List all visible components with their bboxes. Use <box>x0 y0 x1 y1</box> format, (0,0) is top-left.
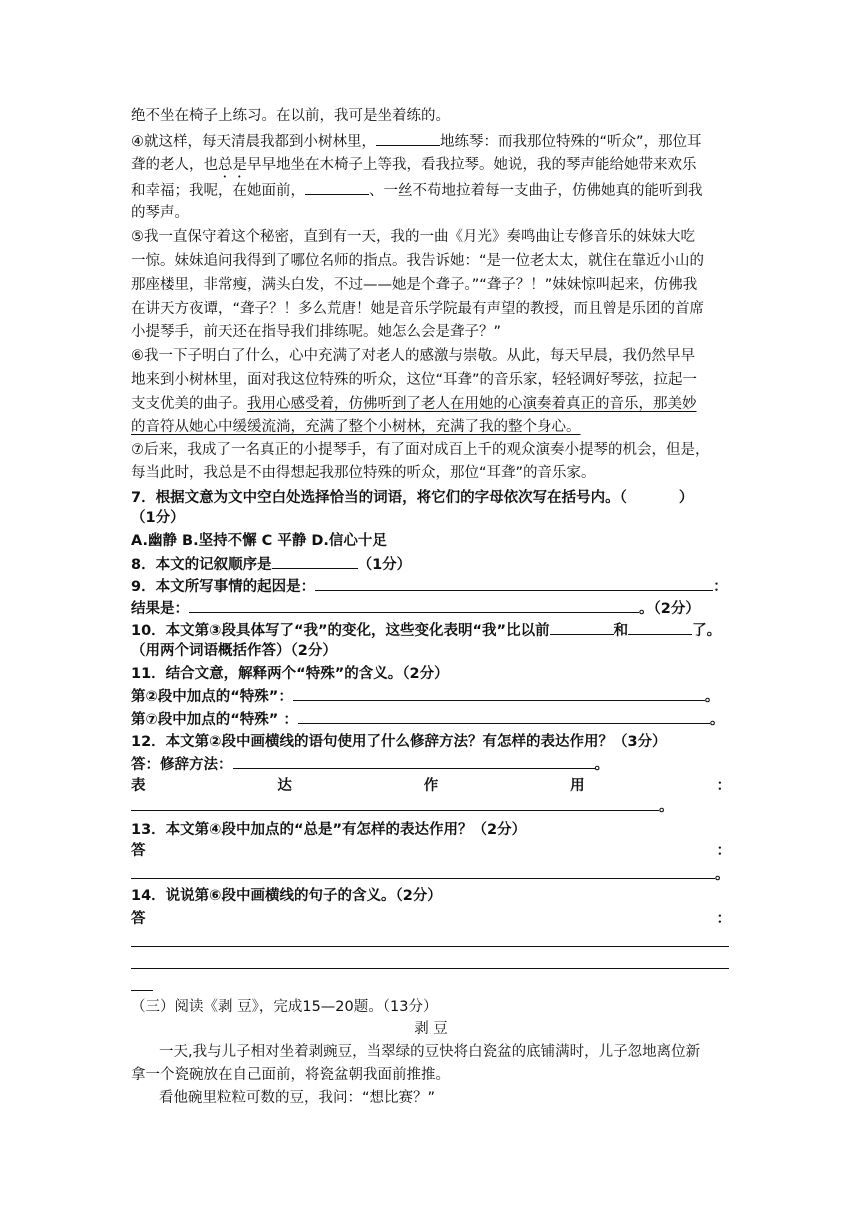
question-10-note: （用两个词语概括作答）（2分） <box>131 643 337 659</box>
fill-blank[interactable] <box>305 180 369 195</box>
section-heading: （三）阅读《剥 豆》，完成15—20题。（13分） <box>131 999 438 1015</box>
text-line: 在讲天方夜谭，“聋子？！多么荒唐！她是音乐学院最有声望的教授，而且曾是乐团的首席 <box>131 301 705 317</box>
answer-blank[interactable] <box>298 709 710 724</box>
answer-blank[interactable] <box>315 576 713 591</box>
question-12: 12．本文第②段中画横线的语句使用了什么修辞方法？有怎样的表达作用？（3分） <box>131 734 667 750</box>
text-line: ⑤我一直保守着这个秘密，直到有一天，我的一曲《月光》奏鸣曲让专修音乐的妹妹大吃 <box>131 229 695 245</box>
text-line: 支支优美的曲子。我用心感受着，仿佛听到了老人在用她的心演奏着真正的音乐，那美妙 <box>131 396 697 412</box>
question-11: 11．结合文意，解释两个“特殊”的含义。（2分） <box>131 666 449 682</box>
underlined-sentence: 的音符从她心中缓缓流淌，充满了整个小树林，充满了我的整个身心。 <box>131 419 581 435</box>
text-line: 看他碗里粒粒可数的豆，我问：“想比赛？” <box>159 1090 436 1106</box>
question-13-answer: 答 ： <box>131 843 731 859</box>
question-8: 8．本文的记叙顺序是 （1分） <box>131 554 731 576</box>
text-line: 地来到小树林里，面对我这位特殊的听众，这位“耳聋”的音乐家，轻轻调好琴弦，拉起一 <box>131 372 698 388</box>
text-line: 绝不坐在椅子上练习。在以前，我可是坐着练的。 <box>131 108 450 124</box>
answer-blank[interactable] <box>293 686 705 701</box>
text-line <box>131 417 731 438</box>
text-line: 小提琴手，前天还在指导我们排练呢。她怎么会是聋子？” <box>131 324 502 340</box>
question-9-result: 结果是： 。（2分） <box>131 598 731 620</box>
question-14: 14．说说第⑥段中画横线的句子的含义。（2分） <box>131 888 442 904</box>
question-11-b: 第⑦段中加点的“特殊” ： 。 <box>131 709 731 731</box>
question-11-a: 第②段中加点的“特殊”： 。 <box>131 686 731 708</box>
text-line: ⑥我一下子明白了什么，心中充满了对老人的感激与崇敬。从此，每天早晨，我仍然早早 <box>131 348 695 364</box>
question-7-options: A.幽静 B.坚持不懈 C 平静 D.信心十足 <box>131 533 387 549</box>
text-line: 的琴声。 <box>131 205 189 221</box>
question-12-expression-line: 。 <box>131 796 731 818</box>
text-line: 和幸福；我呢，在她面前， 、一丝不苟地拉着每一支曲子，仿佛她真的能听到我 <box>131 180 731 202</box>
text-line: 一天,我与儿子相对坐着剥豌豆，当翠绿的豆快将白瓷盆的底铺满时，儿子忽地离位新 <box>159 1044 701 1060</box>
answer-blank[interactable] <box>131 796 659 811</box>
answer-blank[interactable] <box>131 864 715 879</box>
text-line: 一惊。妹妹追问我得到了哪位名师的指点。我告诉她：“是一位老太太，就住在靠近小山的 <box>131 253 705 269</box>
answer-blank[interactable] <box>189 598 639 613</box>
answer-line[interactable] <box>131 946 729 947</box>
article-title: 剥 豆 <box>414 1021 448 1037</box>
question-13-line: 。 <box>131 864 731 886</box>
text-line: 聋的老人，也总是早早地坐在木椅子上等我，看我拉琴。她说，我的琴声能给她带来欢乐 <box>131 157 697 173</box>
answer-blank[interactable] <box>628 620 692 635</box>
question-12-expression: 表 达 作 用 ： <box>131 778 731 794</box>
question-7-score: （1分） <box>131 510 185 526</box>
text-line: ⑦后来，我成了一名真正的小提琴手，有了面对成百上千的观众演奏小提琴的机会，但是， <box>131 442 710 458</box>
dotted-word: 总是 <box>218 157 247 173</box>
text-line: ④就这样，每天清晨我都到小树林里， 地练琴：而我那位特殊的“听众”，那位耳 <box>131 131 731 153</box>
answer-line[interactable] <box>131 968 729 969</box>
text-line: 那座楼里，非常瘦，满头白发，不过——她是个聋子。”“聋子？！”妹妹惊叫起来，仿佛我 <box>131 277 698 293</box>
question-7: 7．根据文意为文中空白处选择恰当的词语，将它们的字母依次写在括号内。（ ） <box>131 490 694 506</box>
text-line: 每当此时，我总是不由得想起我那位特殊的听众，那位“耳聋”的音乐家。 <box>131 465 596 481</box>
fill-blank[interactable] <box>376 131 440 146</box>
text-line: 拿一个瓷碗放在自己面前，将瓷盆朝我面前推推。 <box>131 1067 450 1083</box>
underlined-sentence: 我用心感受着，仿佛听到了老人在用她的心演奏着真正的音乐，那美妙 <box>247 396 697 412</box>
answer-blank[interactable] <box>233 754 595 769</box>
answer-blank[interactable] <box>550 620 614 635</box>
question-12-answer: 答：修辞方法： 。 <box>131 754 731 776</box>
answer-line[interactable] <box>131 990 153 991</box>
question-13: 13．本文第④段中加点的“总是”有怎样的表达作用？（2分） <box>131 822 527 838</box>
question-9: 9．本文所写事情的起因是： ： <box>131 576 731 598</box>
question-14-answer: 答 ： <box>131 911 731 927</box>
answer-blank[interactable] <box>272 554 358 569</box>
question-10: 10．本文第③段具体写了“我”的变化，这些变化表明“我”比以前 和 了。 <box>131 620 731 642</box>
